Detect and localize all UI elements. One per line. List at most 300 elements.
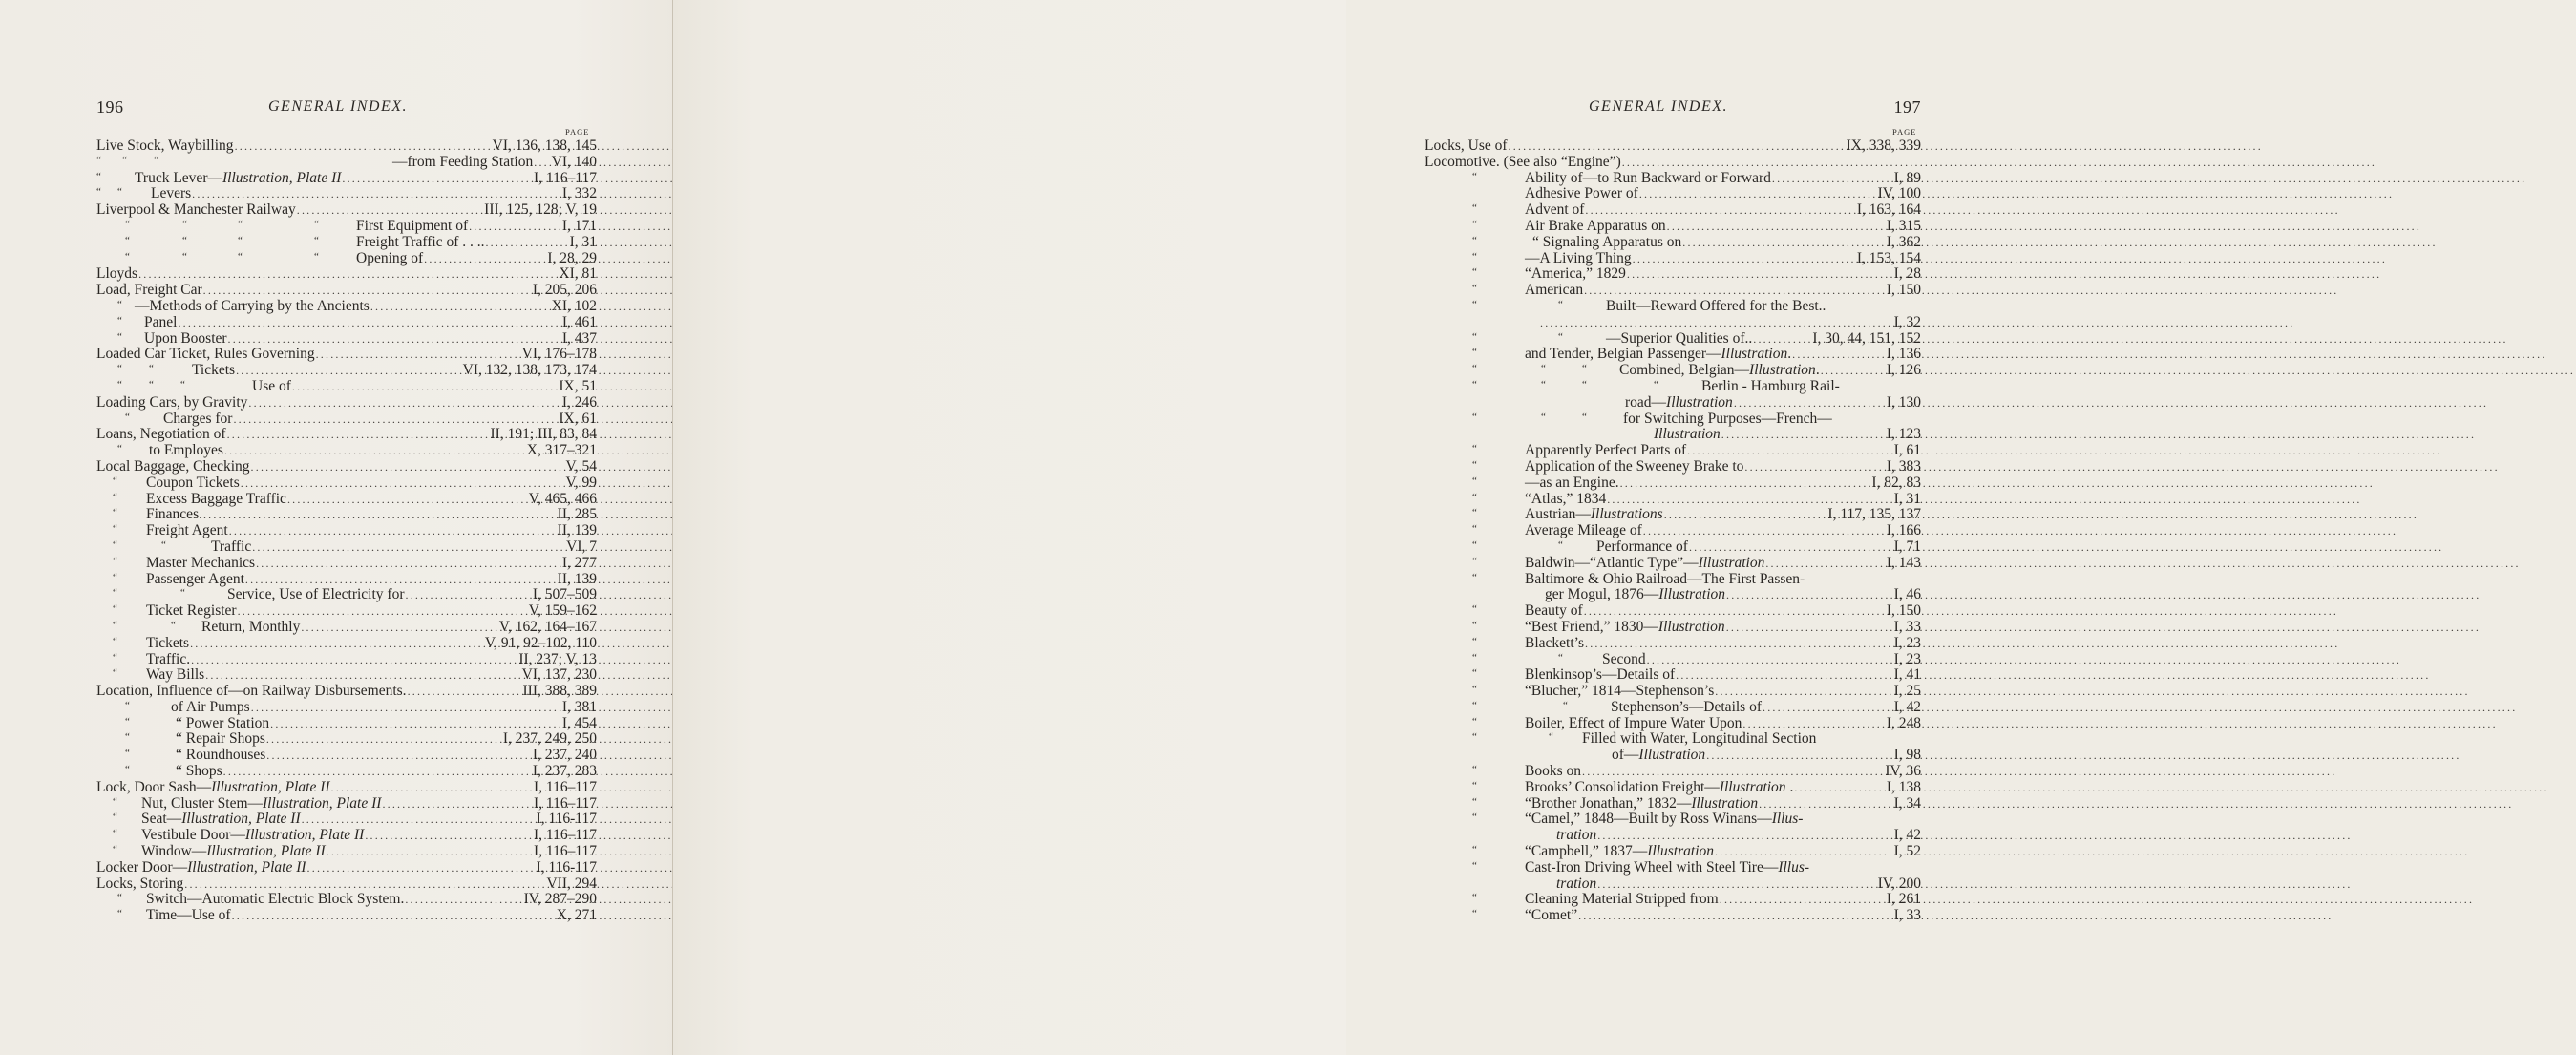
dot-leader <box>1584 202 2340 219</box>
page-reference: IX, 61 <box>559 410 597 427</box>
ditto-mark: “ <box>1472 347 1477 359</box>
dot-leader <box>1619 475 2375 492</box>
page-reference: X, 317–321 <box>526 442 597 459</box>
ditto-mark: “ <box>1472 507 1477 519</box>
entry-heading: “Atlas,” 1834 <box>1525 490 1607 507</box>
page-reference: I, 261 <box>1886 891 1921 908</box>
ditto-mark: “ <box>125 250 130 263</box>
ditto-mark: “ <box>1563 699 1568 711</box>
page-reference: I, 28 <box>1893 265 1921 283</box>
index-entry <box>96 427 597 443</box>
entry-heading: ger Mogul, 1876—Illustration <box>1545 586 1726 603</box>
page-reference: II, 191; III, 83, 84 <box>490 426 597 443</box>
ditto-mark: “ <box>1472 635 1477 647</box>
ditto-mark: “ <box>113 491 117 503</box>
ditto-mark: “ <box>1654 378 1658 390</box>
index-entry <box>96 299 597 315</box>
ditto-mark: “ <box>96 154 101 166</box>
page-reference: I, 116–117 <box>533 827 597 844</box>
index-entry <box>1425 427 1921 443</box>
entry-heading: Loading Cars, by Gravity <box>96 393 248 411</box>
page-reference: I, 116-117 <box>536 858 597 876</box>
index-entry <box>96 347 597 363</box>
index-entry <box>1425 507 1921 523</box>
entry-heading: Window—Illustration, Plate II <box>141 843 326 860</box>
dot-leader <box>1688 539 2444 556</box>
entry-heading: Seat—Illustration, Plate II <box>141 811 301 828</box>
ditto-mark: “ <box>113 844 117 856</box>
index-entry <box>96 363 597 379</box>
entry-heading: Boiler, Effect of Impure Water Upon <box>1525 714 1742 731</box>
ditto-mark: “ <box>1472 202 1477 215</box>
entry-heading: Freight Traffic of . . .. <box>356 233 485 250</box>
index-entry <box>96 652 597 668</box>
entry-heading: Opening of <box>356 249 424 266</box>
page-reference: I, 166 <box>1886 522 1921 539</box>
page-reference: I, 23 <box>1893 650 1921 667</box>
ditto-mark: “ <box>1472 731 1477 744</box>
index-entry <box>96 844 597 860</box>
ditto-mark: “ <box>1472 266 1477 279</box>
page-reference: I, 205, 206 <box>532 282 597 299</box>
page-reference: VII, 294 <box>546 875 597 892</box>
entry-heading: “ Roundhouses <box>176 747 266 764</box>
entry-heading: Coupon Tickets <box>146 474 240 491</box>
ditto-mark: “ <box>113 635 117 647</box>
dot-leader <box>1743 459 2500 475</box>
ditto-mark: “ <box>1472 651 1477 664</box>
index-entry <box>1425 652 1921 668</box>
entry-heading: Excess Baggage Traffic <box>146 490 286 507</box>
page-reference: I, 171 <box>561 217 597 234</box>
entry-heading: Filled with Water, Longitudinal Section <box>1582 730 1817 748</box>
ditto-mark: “ <box>117 330 122 343</box>
index-entry <box>1425 572 1921 588</box>
ditto-mark: “ <box>125 411 130 423</box>
index-entry <box>96 636 597 652</box>
entry-heading: Load, Freight Car <box>96 282 202 299</box>
ditto-mark: “ <box>314 250 319 263</box>
index-entry <box>1425 266 1921 283</box>
entry-heading: Traffic. <box>146 650 191 667</box>
entry-heading: tration <box>1556 827 1597 844</box>
entry-heading: Brooks’ Consolidation Freight—Illustration . <box>1525 778 1794 795</box>
ditto-mark: “ <box>1472 378 1477 390</box>
index-entry <box>1425 299 1921 315</box>
index-entry <box>1425 539 1921 556</box>
index-entry <box>1425 603 1921 620</box>
page-reference: IV, 36 <box>1885 763 1921 780</box>
running-head: GENERAL INDEX. <box>1589 98 1729 115</box>
ditto-mark: “ <box>117 186 122 199</box>
page-reference: I, 150 <box>1886 282 1921 299</box>
dot-leader <box>1621 155 2377 171</box>
ditto-mark: “ <box>1472 844 1477 856</box>
entry-heading: Truck Lever—Illustration, Plate II <box>135 169 342 186</box>
ditto-mark: “ <box>1472 908 1477 920</box>
index-entry <box>96 266 597 283</box>
entry-heading: Use of <box>252 377 291 394</box>
page-reference: III, 125, 128; V, 19 <box>484 201 597 219</box>
ditto-mark: “ <box>113 538 117 551</box>
entry-heading: Illustration <box>1654 426 1721 443</box>
entry-heading: for Switching Purposes—French— <box>1623 410 1832 427</box>
entry-heading: of Air Pumps <box>171 698 250 715</box>
ditto-mark: “ <box>113 812 117 824</box>
index-entry <box>1425 283 1921 299</box>
ditto-mark: “ <box>182 218 187 230</box>
page-reference: I, 383 <box>1886 457 1921 475</box>
entry-heading: “ Shops <box>176 763 222 780</box>
index-entry <box>96 315 597 331</box>
entry-heading: “Comet” <box>1525 907 1578 924</box>
page-column-label: PAGE <box>565 127 590 137</box>
index-entry <box>1425 331 1921 348</box>
page-reference: I, 23 <box>1893 634 1921 651</box>
entry-heading: Adhesive Power of <box>1525 185 1638 202</box>
page-reference: XI, 102 <box>551 297 597 314</box>
ditto-mark: “ <box>154 154 158 166</box>
page-reference: I, 89 <box>1893 169 1921 186</box>
entry-heading: Liverpool & Manchester Railway <box>96 201 296 219</box>
page-reference: I, 237, 240 <box>532 747 597 764</box>
ditto-mark: “ <box>1472 458 1477 471</box>
ditto-mark: “ <box>113 507 117 519</box>
entry-heading: Ability of—to Run Backward or Forward <box>1525 169 1771 186</box>
entry-heading: —Superior Qualities of.. <box>1606 329 1753 347</box>
index-entry <box>96 379 597 395</box>
index-entry <box>96 587 597 603</box>
ditto-mark: “ <box>1472 859 1477 872</box>
entry-heading: Location, Influence of—on Railway Disbursements. <box>96 683 407 700</box>
ditto-mark: “ <box>113 667 117 680</box>
index-entry <box>96 395 597 411</box>
index-entry <box>1425 395 1921 411</box>
page-reference: I, 71 <box>1893 538 1921 555</box>
page-reference: I, 461 <box>561 313 597 330</box>
page-reference: II, 139 <box>557 522 597 539</box>
page-reference: I, 82, 83 <box>1871 474 1921 491</box>
entry-heading: and Tender, Belgian Passenger—Illustration. <box>1525 346 1792 363</box>
ditto-mark: “ <box>1472 363 1477 375</box>
page-reference: I, 362 <box>1886 233 1921 250</box>
entry-heading: tration <box>1556 875 1597 892</box>
ditto-mark: “ <box>1558 330 1563 343</box>
index-entry <box>1425 700 1921 716</box>
entry-heading: Vestibule Door—Illustration, Plate II <box>141 827 365 844</box>
index-entry <box>96 892 597 908</box>
ditto-mark: “ <box>1558 298 1563 310</box>
entry-heading: Built—Reward Offered for the Best.. <box>1606 297 1826 314</box>
entry-heading: “America,” 1829 <box>1525 265 1626 283</box>
dot-leader <box>1663 507 2419 523</box>
index-entry <box>1425 876 1921 893</box>
ditto-mark: “ <box>1472 892 1477 904</box>
ditto-mark: “ <box>1558 538 1563 551</box>
index-entry <box>96 507 597 523</box>
page-reference: II, 237; V, 13 <box>518 650 597 667</box>
page-reference: X, 271 <box>556 907 597 924</box>
page-reference: I, 28, 29 <box>547 249 597 266</box>
entry-heading: Lloyds <box>96 265 138 283</box>
ditto-mark: “ <box>1541 363 1546 375</box>
entry-heading: Locker Door—Illustration, Plate II <box>96 858 306 876</box>
index-entry <box>1425 363 1921 379</box>
entry-heading: Austrian—Illustrations <box>1525 506 1663 523</box>
page-number: 196 <box>96 97 124 116</box>
dot-leader <box>1820 363 2576 379</box>
ditto-mark: “ <box>182 234 187 246</box>
index-entry <box>96 667 597 684</box>
index-entry <box>1425 908 1921 924</box>
index-entry <box>96 539 597 556</box>
dot-leader <box>1583 283 2339 299</box>
dot-leader <box>1577 908 2333 924</box>
index-entry <box>96 186 597 202</box>
index-entry <box>96 684 597 700</box>
page-reference: III, 388, 389 <box>522 683 597 700</box>
index-entry <box>96 219 597 235</box>
page-reference: I, 33 <box>1893 907 1921 924</box>
index-entry <box>1425 235 1921 251</box>
ditto-mark: “ <box>1541 411 1546 423</box>
page-reference: I, 25 <box>1893 683 1921 700</box>
index-entry <box>96 812 597 828</box>
ditto-mark: “ <box>1558 651 1563 664</box>
page-number: 197 <box>1893 97 1921 116</box>
ditto-mark: “ <box>161 538 166 551</box>
page-reference: I, 381 <box>561 698 597 715</box>
dot-leader <box>1742 716 2498 732</box>
index-entry <box>1425 556 1921 572</box>
ditto-mark: “ <box>238 234 243 246</box>
index-entry <box>1425 667 1921 684</box>
entry-heading: to Employes <box>149 442 223 459</box>
ditto-mark: “ <box>125 764 130 776</box>
entry-heading: Charges for <box>163 410 233 427</box>
ditto-mark: “ <box>1472 298 1477 310</box>
dot-leader <box>1719 892 2475 908</box>
entry-heading: Second <box>1602 650 1646 667</box>
ditto-mark: “ <box>1472 555 1477 567</box>
ditto-mark: “ <box>1472 699 1477 711</box>
ditto-mark: “ <box>180 587 185 600</box>
index-entry <box>96 556 597 572</box>
page-reference: I, 117, 135, 137 <box>1827 506 1921 523</box>
index-entry <box>96 443 597 459</box>
index-entry <box>96 411 597 428</box>
ditto-mark: “ <box>149 378 154 390</box>
index-entry <box>96 171 597 187</box>
dot-leader <box>1632 251 2388 267</box>
index-entry <box>1425 219 1921 235</box>
index-entry <box>1425 636 1921 652</box>
entry-heading: Time—Use of <box>146 907 231 924</box>
index-entry <box>1425 492 1921 508</box>
ditto-mark: “ <box>1472 667 1477 680</box>
entry-heading: Apparently Perfect Parts of <box>1525 442 1687 459</box>
page-reference: VI, 136, 138, 145 <box>492 137 597 154</box>
page-reference: V, 54 <box>565 457 597 475</box>
ditto-mark: “ <box>117 892 122 904</box>
page-reference: I, 277 <box>561 554 597 571</box>
entry-heading: Locomotive. (See also “Engine”) <box>1425 153 1621 170</box>
dot-leader <box>1733 395 2489 411</box>
index-entry <box>96 283 597 299</box>
entry-heading: Passenger Agent <box>146 570 244 587</box>
page-reference: I, 315 <box>1886 217 1921 234</box>
ditto-mark: “ <box>117 363 122 375</box>
ditto-mark: “ <box>1472 523 1477 536</box>
ditto-mark: “ <box>1582 378 1587 390</box>
ditto-mark: “ <box>113 795 117 808</box>
page-reference: II, 139 <box>557 570 597 587</box>
dot-leader <box>1758 796 2514 812</box>
dot-leader <box>1596 876 2353 893</box>
dot-leader <box>1606 492 2362 508</box>
ditto-mark: “ <box>113 555 117 567</box>
dot-leader <box>1721 427 2477 443</box>
page-reference: I, 33 <box>1893 618 1921 635</box>
ditto-mark: “ <box>125 715 130 728</box>
entry-heading: Ticket Register <box>146 602 237 620</box>
entry-heading: of—Illustration <box>1612 747 1706 764</box>
index-entry <box>96 523 597 539</box>
entry-heading: Locks, Storing <box>96 875 184 892</box>
index-entry <box>1425 186 1921 202</box>
page-reference: I, 507–509 <box>532 586 597 603</box>
entry-heading: Blenkinsop’s—Details of <box>1525 666 1676 684</box>
ditto-mark: “ <box>238 250 243 263</box>
ditto-mark: “ <box>1472 250 1477 263</box>
index-entry <box>96 331 597 348</box>
ditto-mark: “ <box>113 523 117 536</box>
entry-heading: road—Illustration <box>1625 393 1733 411</box>
index-entry <box>1425 347 1921 363</box>
index-entry <box>1425 315 1921 331</box>
ditto-mark: “ <box>125 699 130 711</box>
page-reference: I, 123 <box>1886 426 1921 443</box>
ditto-mark: “ <box>1582 411 1587 423</box>
ditto-mark: “ <box>238 218 243 230</box>
entry-heading: Average Mileage of <box>1525 522 1642 539</box>
page-reference: I, 31 <box>569 233 597 250</box>
index-entry <box>1425 587 1921 603</box>
entry-heading: Baltimore & Ohio Railroad—The First Passen- <box>1525 570 1805 587</box>
index-entry <box>1425 892 1921 908</box>
page-reference: I, 138 <box>1886 778 1921 795</box>
page-reference: I, 163, 164 <box>1856 201 1921 219</box>
page-reference: I, 116–117 <box>533 794 597 812</box>
index-entry <box>96 459 597 475</box>
entry-heading: Panel <box>144 313 178 330</box>
page-reference: I, 98 <box>1893 747 1921 764</box>
ditto-mark: “ <box>117 298 122 310</box>
page-reference: V, 162, 164–167 <box>498 618 597 635</box>
index-entry <box>1425 202 1921 219</box>
ditto-mark: “ <box>113 475 117 487</box>
ditto-mark: “ <box>1472 330 1477 343</box>
ditto-mark: “ <box>1472 715 1477 728</box>
ditto-mark: “ <box>125 218 130 230</box>
dot-leader <box>1596 828 2353 844</box>
page-reference: I, 116–117 <box>533 843 597 860</box>
page-reference: VI, 7 <box>566 538 597 555</box>
right-page <box>673 0 1921 1055</box>
ditto-mark: “ <box>1472 170 1477 182</box>
entry-heading: Master Mechanics <box>146 554 256 571</box>
page-reference: I, 130 <box>1886 393 1921 411</box>
index-entry <box>1425 475 1921 492</box>
ditto-mark: “ <box>96 186 101 199</box>
index-entry <box>96 572 597 588</box>
index-entry <box>1425 620 1921 636</box>
page-column-label: PAGE <box>1892 127 1917 137</box>
page-reference: I, 41 <box>1893 666 1921 684</box>
page-reference: V, 465, 466 <box>528 490 597 507</box>
page-reference: I, 246 <box>561 393 597 411</box>
entry-heading: Tickets <box>146 634 190 651</box>
ditto-mark: “ <box>180 378 185 390</box>
dot-leader <box>1583 603 2339 620</box>
entry-heading: Beauty of <box>1525 602 1583 620</box>
index-entry <box>96 202 597 219</box>
index-entry <box>96 876 597 893</box>
ditto-mark: “ <box>117 908 122 920</box>
ditto-mark: “ <box>113 571 117 583</box>
ditto-mark: “ <box>1472 812 1477 824</box>
entry-heading: Books on <box>1525 763 1581 780</box>
dot-leader <box>1725 587 2481 603</box>
index-entry <box>1425 523 1921 539</box>
index-entry <box>96 700 597 716</box>
ditto-mark: “ <box>1472 764 1477 776</box>
entry-heading: Cast-Iron Driving Wheel with Steel Tire—Illus- <box>1525 858 1810 876</box>
ditto-mark: “ <box>1582 363 1587 375</box>
dot-leader <box>1626 266 2382 283</box>
ditto-mark: “ <box>1541 378 1546 390</box>
index-entry <box>1425 828 1921 844</box>
index-entry <box>1425 138 1921 155</box>
entry-heading: Berlin - Hamburg Rail- <box>1701 377 1840 394</box>
page-reference: I, 332 <box>561 185 597 202</box>
entry-heading: “ Power Station <box>176 714 270 731</box>
ditto-mark: “ <box>1472 475 1477 487</box>
page-reference: IV, 100 <box>1877 185 1921 202</box>
ditto-mark: “ <box>113 651 117 664</box>
index-entries <box>1425 138 1921 924</box>
index-entry <box>1425 251 1921 267</box>
running-head: GENERAL INDEX. <box>268 98 409 115</box>
index-entry <box>96 716 597 732</box>
page-reference: I, 237, 249, 250 <box>502 730 597 748</box>
entry-heading: “Best Friend,” 1830—Illustration <box>1525 618 1725 635</box>
entry-heading: Stephenson’s—Details of <box>1611 698 1762 715</box>
ditto-mark: “ <box>1472 411 1477 423</box>
dot-leader <box>1762 700 2518 716</box>
ditto-mark: “ <box>113 828 117 840</box>
dot-leader <box>1675 667 2431 684</box>
page-reference: I, 34 <box>1893 794 1921 812</box>
page-reference: I, 30, 44, 151, 152 <box>1812 329 1921 347</box>
page-reference: I, 31 <box>1893 490 1921 507</box>
right-page-header <box>1425 95 1921 118</box>
index-entry <box>1425 411 1921 428</box>
entry-heading: Way Bills <box>146 666 205 684</box>
entry-heading: Loaded Car Ticket, Rules Governing <box>96 346 315 363</box>
index-entry <box>1425 171 1921 187</box>
dot-leader <box>1681 235 2438 251</box>
